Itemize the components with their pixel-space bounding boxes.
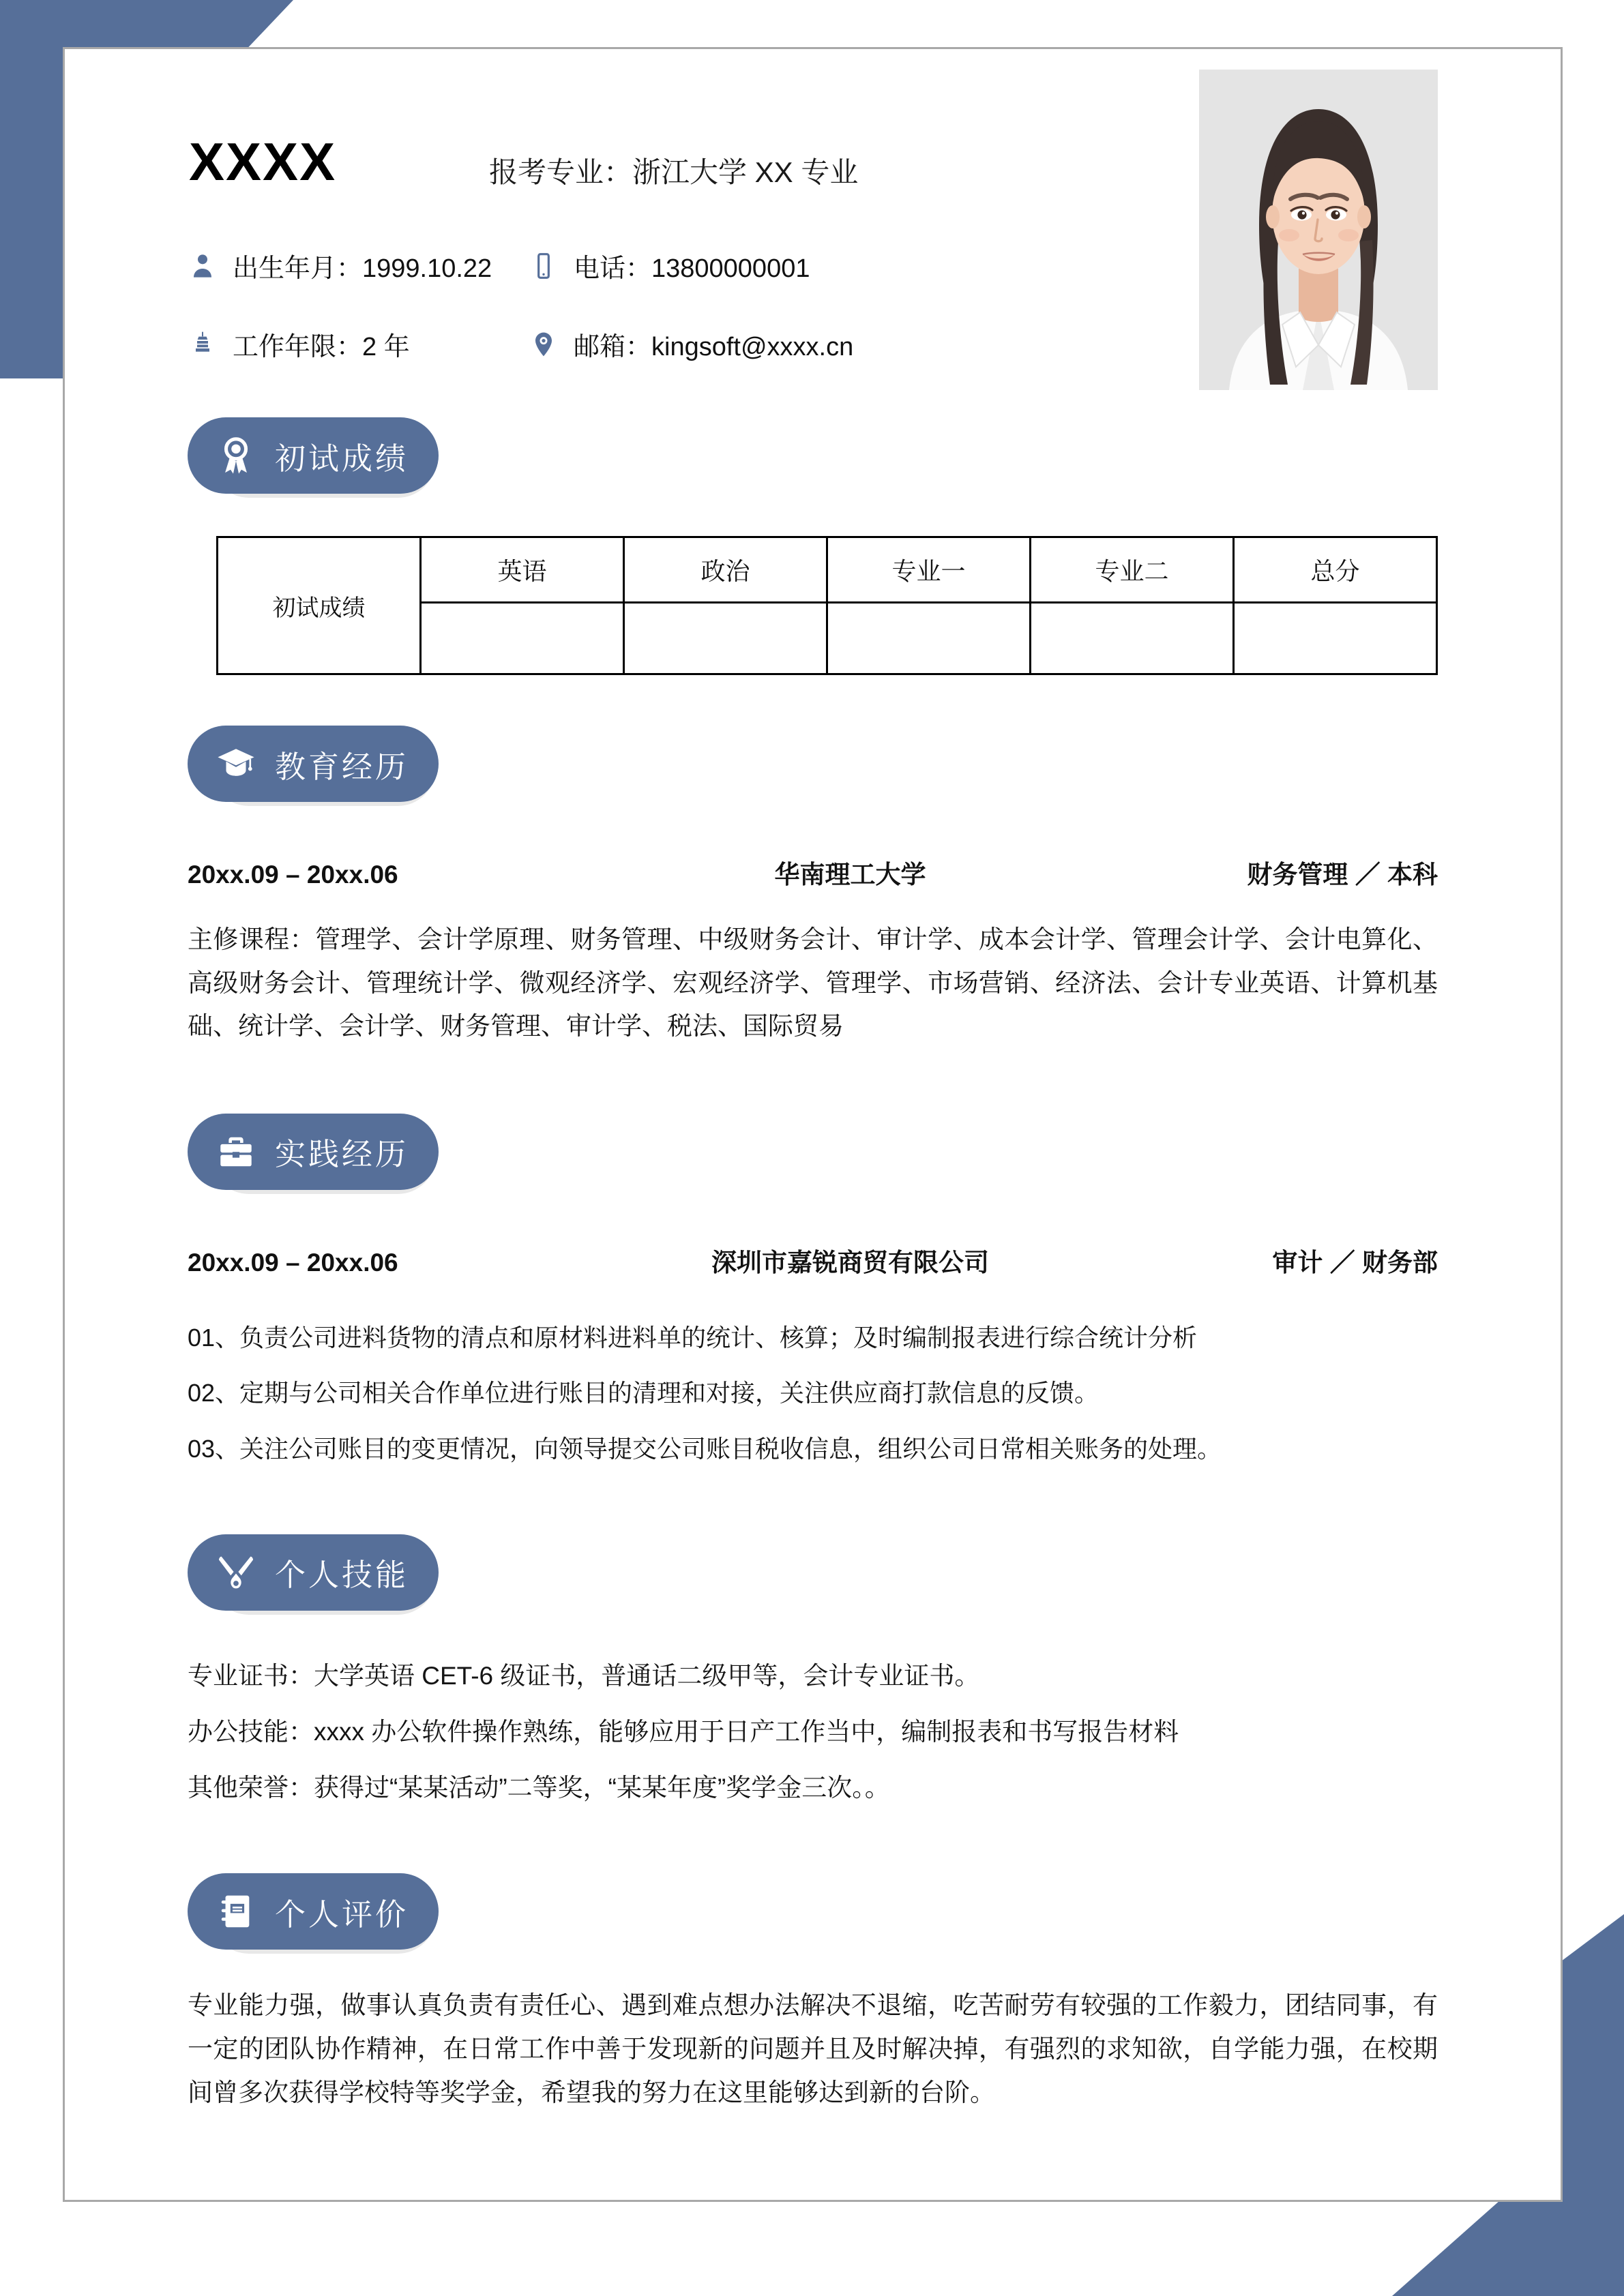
scores-header-major2: 专业二	[1031, 537, 1234, 603]
contact-birthdate-text: 出生年月：1999.10.22	[233, 254, 492, 283]
badge-label: 教育经历	[275, 749, 409, 784]
badge-skills	[188, 1534, 439, 1611]
section-badge-evaluation	[188, 1873, 1498, 1956]
scores-row-label: 初试成绩	[218, 537, 421, 674]
notebook-icon	[215, 1890, 257, 1933]
contact-work-years	[188, 325, 529, 363]
contact-phone	[529, 247, 810, 284]
practice-role: 审计 ／ 财务部	[1272, 1248, 1438, 1277]
scores-header-major1: 专业一	[827, 537, 1031, 603]
scores-header-total: 总分	[1234, 537, 1437, 603]
medal-icon	[188, 327, 218, 362]
evaluation-text: 专业能力强，做事认真负责有责任心、遇到难点想办法解决不退缩，吃苦耐劳有较强的工作毅力，团结同事，有一定的团队协作精神，在日常工作中善于发现新的问题并且及时解决掉，有强烈的求知欲，自学能力强，在校期间曾多次获得学校特等奖学金，希望我的努力在这里能够达到新的台阶。	[188, 1991, 1438, 2106]
graduation-cap-icon	[215, 743, 257, 785]
skill-honors: 其他荣誉：获得过“某某活动”二等奖，“某某年度”奖学金三次。。	[188, 1773, 890, 1802]
table-row	[218, 537, 1437, 603]
scores-value-major1[interactable]	[827, 603, 1031, 674]
applicant-photo	[1199, 70, 1438, 390]
education-date: 20xx.09 – 20xx.06	[188, 861, 398, 889]
contact-birthdate	[188, 247, 529, 284]
practice-date: 20xx.09 – 20xx.06	[188, 1248, 398, 1277]
practice-bullet: 03、关注公司账目的变更情况，向领导提交公司账目税收信息，组织公司日常相关账务的处理。	[188, 1435, 1222, 1463]
ribbon-award-icon	[215, 434, 257, 477]
contact-email	[529, 325, 853, 363]
contact-email-text: 邮箱：kingsoft@xxxx.cn	[574, 333, 854, 361]
badge-label: 初试成绩	[275, 441, 409, 476]
scores-value-english[interactable]	[421, 603, 624, 674]
skill-certificates: 专业证书：大学英语 CET-6 级证书，普通话二级甲等，会计专业证书。	[188, 1661, 980, 1690]
skill-office: 办公技能：xxxx 办公软件操作熟练，能够应用于日产工作当中，编制报表和书写报告材料	[188, 1717, 1179, 1746]
badge-label: 个人评价	[275, 1896, 409, 1932]
phone-icon	[529, 248, 559, 284]
scores-value-total[interactable]	[1234, 603, 1437, 674]
applicant-name: XXXX	[189, 132, 337, 192]
badge-label: 实践经历	[275, 1137, 409, 1172]
education-school: 华南理工大学	[774, 861, 926, 889]
location-icon	[529, 327, 559, 362]
section-badge-education	[188, 726, 1498, 809]
practice-bullet: 02、定期与公司相关合作单位进行账目的清理和对接，关注供应商打款信息的反馈。	[188, 1379, 1099, 1407]
education-degree: 财务管理 ／ 本科	[1247, 861, 1438, 889]
badge-evaluation	[188, 1873, 439, 1950]
contact-info	[188, 247, 1142, 404]
practice-entry	[188, 1242, 1438, 1279]
scores-value-major2[interactable]	[1031, 603, 1234, 674]
practice-company: 深圳市嘉锐商贸有限公司	[711, 1248, 989, 1277]
education-courses: 主修课程：管理学、会计学原理、财务管理、中级财务会计、审计学、成本会计学、管理会计学、会计电算化、高级财务会计、管理统计学、微观经济学、宏观经济学、管理学、市场营销、经济法、会计专业英语、计算机基础、统计学、会计学、财务管理、审计学、税法、国际贸易	[188, 925, 1438, 1041]
contact-row	[188, 247, 1142, 284]
tools-icon	[215, 1551, 257, 1594]
contact-phone-text: 电话：13800000001	[574, 254, 810, 283]
badge-scores	[188, 417, 439, 494]
scores-header-politics: 政治	[624, 537, 827, 603]
resume-sheet	[63, 47, 1563, 2202]
section-badge-practice	[188, 1114, 1498, 1197]
badge-label: 个人技能	[275, 1557, 409, 1593]
practice-bullet: 01、负责公司进料货物的清点和原材料进料单的统计、核算；及时编制报表进行综合统计分析	[188, 1323, 1198, 1352]
applied-major: 报考专业：浙江大学 XX 专业	[489, 156, 859, 188]
person-icon	[188, 248, 218, 284]
briefcase-icon	[215, 1131, 257, 1173]
resume-header	[128, 49, 1498, 417]
scores-value-politics[interactable]	[624, 603, 827, 674]
contact-row	[188, 325, 1142, 363]
scores-header-english: 英语	[421, 537, 624, 603]
contact-work-years-text: 工作年限：2 年	[233, 333, 410, 361]
badge-education	[188, 726, 439, 802]
section-badge-scores	[188, 417, 1498, 501]
badge-practice	[188, 1114, 439, 1190]
scores-table	[216, 536, 1438, 675]
education-entry	[188, 854, 1438, 891]
section-badge-skills	[188, 1534, 1498, 1617]
